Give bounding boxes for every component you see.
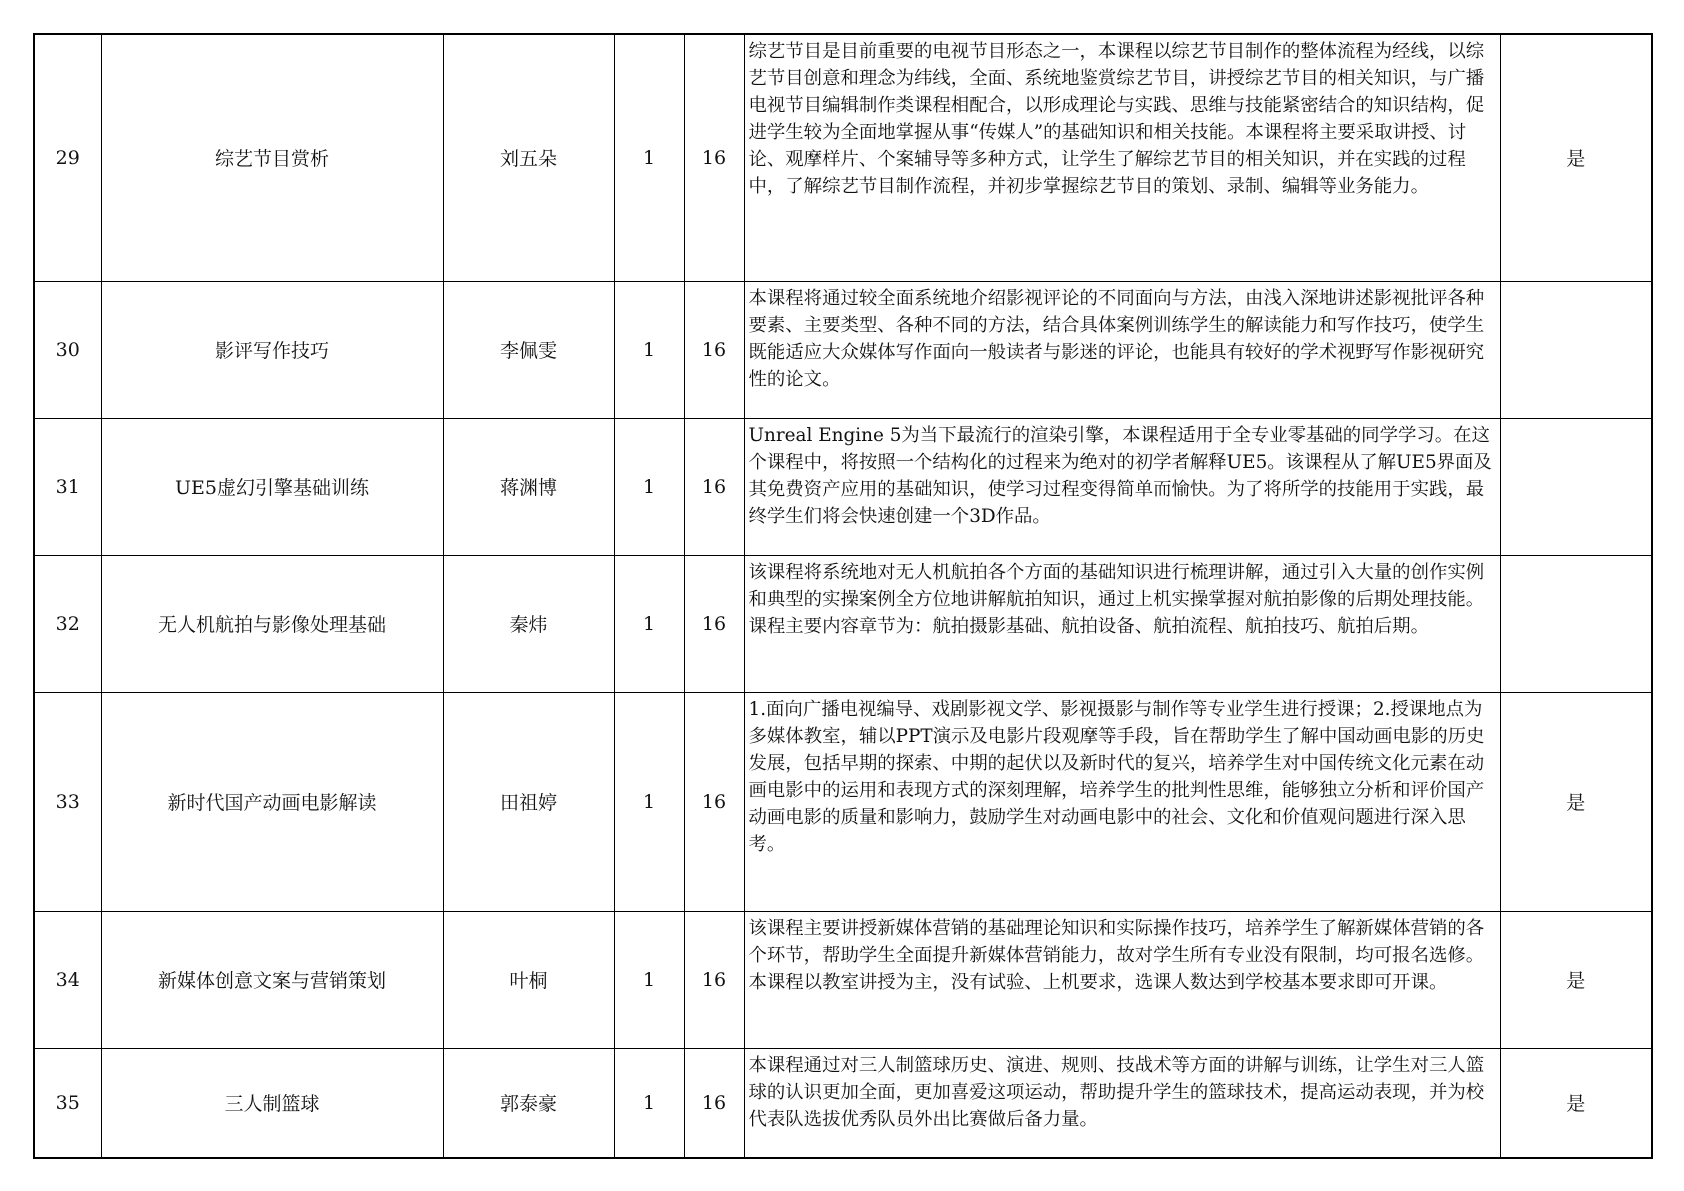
course-description-cell xyxy=(744,1048,1500,1158)
course-credits: 1 xyxy=(614,281,684,418)
course-credits: 1 xyxy=(614,911,684,1048)
course-description: 综艺节目是目前重要的电视节目形态之一，本课程以综艺节目制作的整体流程为经线，以综艺节目创意和理念为纬线，全面、系统地鉴赏综艺节目，讲授综艺节目的相关知识，与广播电视节目编辑制作类课程相配合，以形成理论与实践、思维与技能紧密结合的知识结构，促进学生较为全面地掌握从事“传媒人”的基础知识和相关技能。本课程将主要采取讲授、讨论、观摩样片、个案辅导等多种方式，让学生了解综艺节目的相关知识，并在实践的过程中，了解综艺节目制作流程，并初步掌握综艺节目的策划、录制、编辑等业务能力。 xyxy=(748,41,1485,197)
course-credits: 1 xyxy=(614,418,684,555)
course-name: 新媒体创意文案与营销策划 xyxy=(101,911,443,1048)
course-number: 29 xyxy=(34,34,101,281)
table-row xyxy=(34,555,1652,692)
course-flag xyxy=(1500,418,1652,555)
course-hours: 16 xyxy=(684,555,744,692)
course-number: 35 xyxy=(34,1048,101,1158)
course-flag xyxy=(1500,555,1652,692)
course-flag: 是 xyxy=(1500,692,1652,911)
table-row xyxy=(34,911,1652,1048)
course-credits: 1 xyxy=(614,692,684,911)
course-credits: 1 xyxy=(614,34,684,281)
course-description: 该课程主要讲授新媒体营销的基础理论知识和实际操作技巧，培养学生了解新媒体营销的各个环节，帮助学生全面提升新媒体营销能力，故对学生所有专业没有限制，均可报名选修。 本课程以教室讲授为主，没有试验、上机要求，选课人数达到学校基本要求即可开课。 xyxy=(748,917,1485,993)
course-hours: 16 xyxy=(684,1048,744,1158)
table-row xyxy=(34,34,1652,281)
course-name: 新时代国产动画电影解读 xyxy=(101,692,443,911)
course-description: 本课程通过对三人制篮球历史、演进、规则、技战术等方面的讲解与训练，让学生对三人篮球的认识更加全面，更加喜爱这项运动，帮助提升学生的篮球技术，提高运动表现，并为校代表队选拔优秀队员外出比赛做后备力量。 xyxy=(748,1054,1485,1130)
course-description-cell xyxy=(744,692,1500,911)
course-name: 影评写作技巧 xyxy=(101,281,443,418)
table-row xyxy=(34,418,1652,555)
course-teacher: 李佩雯 xyxy=(443,281,614,418)
course-description-cell xyxy=(744,555,1500,692)
table-row xyxy=(34,1048,1652,1158)
course-description-cell xyxy=(744,281,1500,418)
course-number: 31 xyxy=(34,418,101,555)
course-hours: 16 xyxy=(684,34,744,281)
course-teacher: 田祖婷 xyxy=(443,692,614,911)
course-flag xyxy=(1500,281,1652,418)
course-name: 无人机航拍与影像处理基础 xyxy=(101,555,443,692)
course-hours: 16 xyxy=(684,692,744,911)
table-row xyxy=(34,281,1652,418)
table-row xyxy=(34,692,1652,911)
course-description: 本课程将通过较全面系统地介绍影视评论的不同面向与方法，由浅入深地讲述影视批评各种要素、主要类型、各种不同的方法，结合具体案例训练学生的解读能力和写作技巧，使学生既能适应大众媒体写作面向一般读者与影迷的评论，也能具有较好的学术视野写作影视研究性的论文。 xyxy=(748,287,1485,390)
course-teacher: 蒋渊博 xyxy=(443,418,614,555)
course-hours: 16 xyxy=(684,418,744,555)
course-number: 34 xyxy=(34,911,101,1048)
course-teacher: 刘五朵 xyxy=(443,34,614,281)
course-teacher: 叶桐 xyxy=(443,911,614,1048)
course-credits: 1 xyxy=(614,555,684,692)
course-number: 32 xyxy=(34,555,101,692)
course-flag: 是 xyxy=(1500,34,1652,281)
course-number: 30 xyxy=(34,281,101,418)
course-name: UE5虚幻引擎基础训练 xyxy=(101,418,443,555)
course-description-cell xyxy=(744,911,1500,1048)
course-name: 三人制篮球 xyxy=(101,1048,443,1158)
course-description: Unreal Engine 5为当下最流行的渲染引擎，本课程适用于全专业零基础的同学学习。在这个课程中，将按照一个结构化的过程来为绝对的初学者解释UE5。该课程从了解UE5界面及其免费资产应用的基础知识，使学习过程变得简单而愉快。为了将所学的技能用于实践，最终学生们将会快速创建一个3D作品。 xyxy=(748,424,1492,527)
course-teacher: 郭泰豪 xyxy=(443,1048,614,1158)
course-description: 1.面向广播电视编导、戏剧影视文学、影视摄影与制作等专业学生进行授课；2.授课地点为多媒体教室，辅以PPT演示及电影片段观摩等手段，旨在帮助学生了解中国动画电影的历史发展，包括早期的探索、中期的起伏以及新时代的复兴，培养学生对中国传统文化元素在动画电影中的运用和表现方式的深刻理解，培养学生的批判性思维，能够独立分析和评价国产动画电影的质量和影响力，鼓励学生对动画电影中的社会、文化和价值观问题进行深入思考。 xyxy=(748,698,1485,855)
course-flag: 是 xyxy=(1500,911,1652,1048)
course-hours: 16 xyxy=(684,281,744,418)
course-table xyxy=(33,33,1653,1159)
course-description-cell xyxy=(744,34,1500,281)
course-description-cell xyxy=(744,418,1500,555)
course-flag: 是 xyxy=(1500,1048,1652,1158)
course-number: 33 xyxy=(34,692,101,911)
course-name: 综艺节目赏析 xyxy=(101,34,443,281)
course-description: 该课程将系统地对无人机航拍各个方面的基础知识进行梳理讲解，通过引入大量的创作实例和典型的实操案例全方位地讲解航拍知识，通过上机实操掌握对航拍影像的后期处理技能。课程主要内容章节为：航拍摄影基础、航拍设备、航拍流程、航拍技巧、航拍后期。 xyxy=(748,561,1485,637)
course-hours: 16 xyxy=(684,911,744,1048)
course-teacher: 秦炜 xyxy=(443,555,614,692)
course-credits: 1 xyxy=(614,1048,684,1158)
